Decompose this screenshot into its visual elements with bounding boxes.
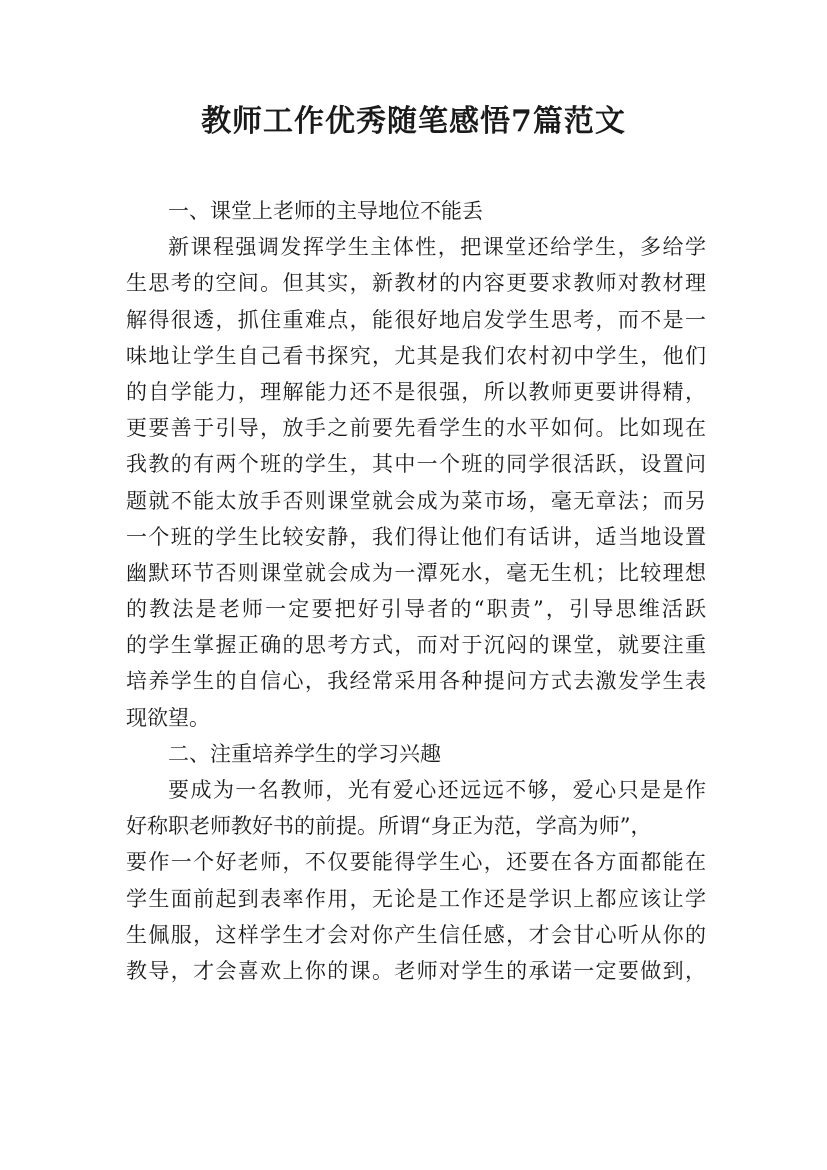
text-line: 的自学能力，理解能力还不是很强，所以教师更要讲得精， xyxy=(126,379,706,404)
text-line: 解得很透，抓住重难点，能很好地启发学生思考，而不是一 xyxy=(126,307,706,332)
text-line: 我教的有两个班的学生，其中一个班的同学很活跃，设置问 xyxy=(126,452,706,477)
text-line: 生佩服，这样学生才会对你产生信任感，才会甘心听从你的 xyxy=(126,922,706,947)
text-line: 二、注重培养学生的学习兴趣 xyxy=(168,741,441,766)
text-line: 题就不能太放手否则课堂就会成为菜市场，毫无章法；而另 xyxy=(126,488,706,513)
text-line: 一个班的学生比较安静，我们得让他们有话讲，适当地设置 xyxy=(126,524,706,549)
text-line: 一、课堂上老师的主导地位不能丢 xyxy=(168,199,483,223)
text-line: 新课程强调发挥学生主体性，把课堂还给学生，多给学 xyxy=(168,235,706,260)
document-title: 教师工作优秀随笔感悟7篇范文 xyxy=(201,104,626,139)
text-line: 味地让学生自己看书探究，尤其是我们农村初中学生，他们 xyxy=(126,343,706,368)
text-line: 的教法是老师一定要把好引导者的“职责”，引导思维活跃 xyxy=(126,597,706,622)
text-line: 好称职老师教好书的前提。所谓“身正为范，学高为师”， xyxy=(126,814,652,839)
text-line: 生思考的空间。但其实，新教材的内容更要求教师对教材理 xyxy=(126,271,706,296)
document-body xyxy=(126,193,706,989)
text-line: 现欲望。 xyxy=(126,705,210,730)
text-line: 的学生掌握正确的思考方式，而对于沉闷的课堂，就要注重 xyxy=(126,633,706,658)
text-line: 幽默环节否则课堂就会成为一潭死水，毫无生机；比较理想 xyxy=(126,560,706,585)
text-line: 要成为一名教师，光有爱心还远远不够，爱心只是是作 xyxy=(168,778,706,802)
text-line: 教导，才会喜欢上你的课。老师对学生的承诺一定要做到， xyxy=(126,958,706,983)
text-line: 学生面前起到表率作用，无论是工作还是学识上都应该让学 xyxy=(126,886,706,911)
text-line: 要作一个好老师，不仅要能得学生心，还要在各方面都能在 xyxy=(126,850,706,875)
text-line: 更要善于引导，放手之前要先看学生的水平如何。比如现在 xyxy=(126,416,706,441)
text-line: 培养学生的自信心，我经常采用各种提问方式去激发学生表 xyxy=(126,669,706,694)
